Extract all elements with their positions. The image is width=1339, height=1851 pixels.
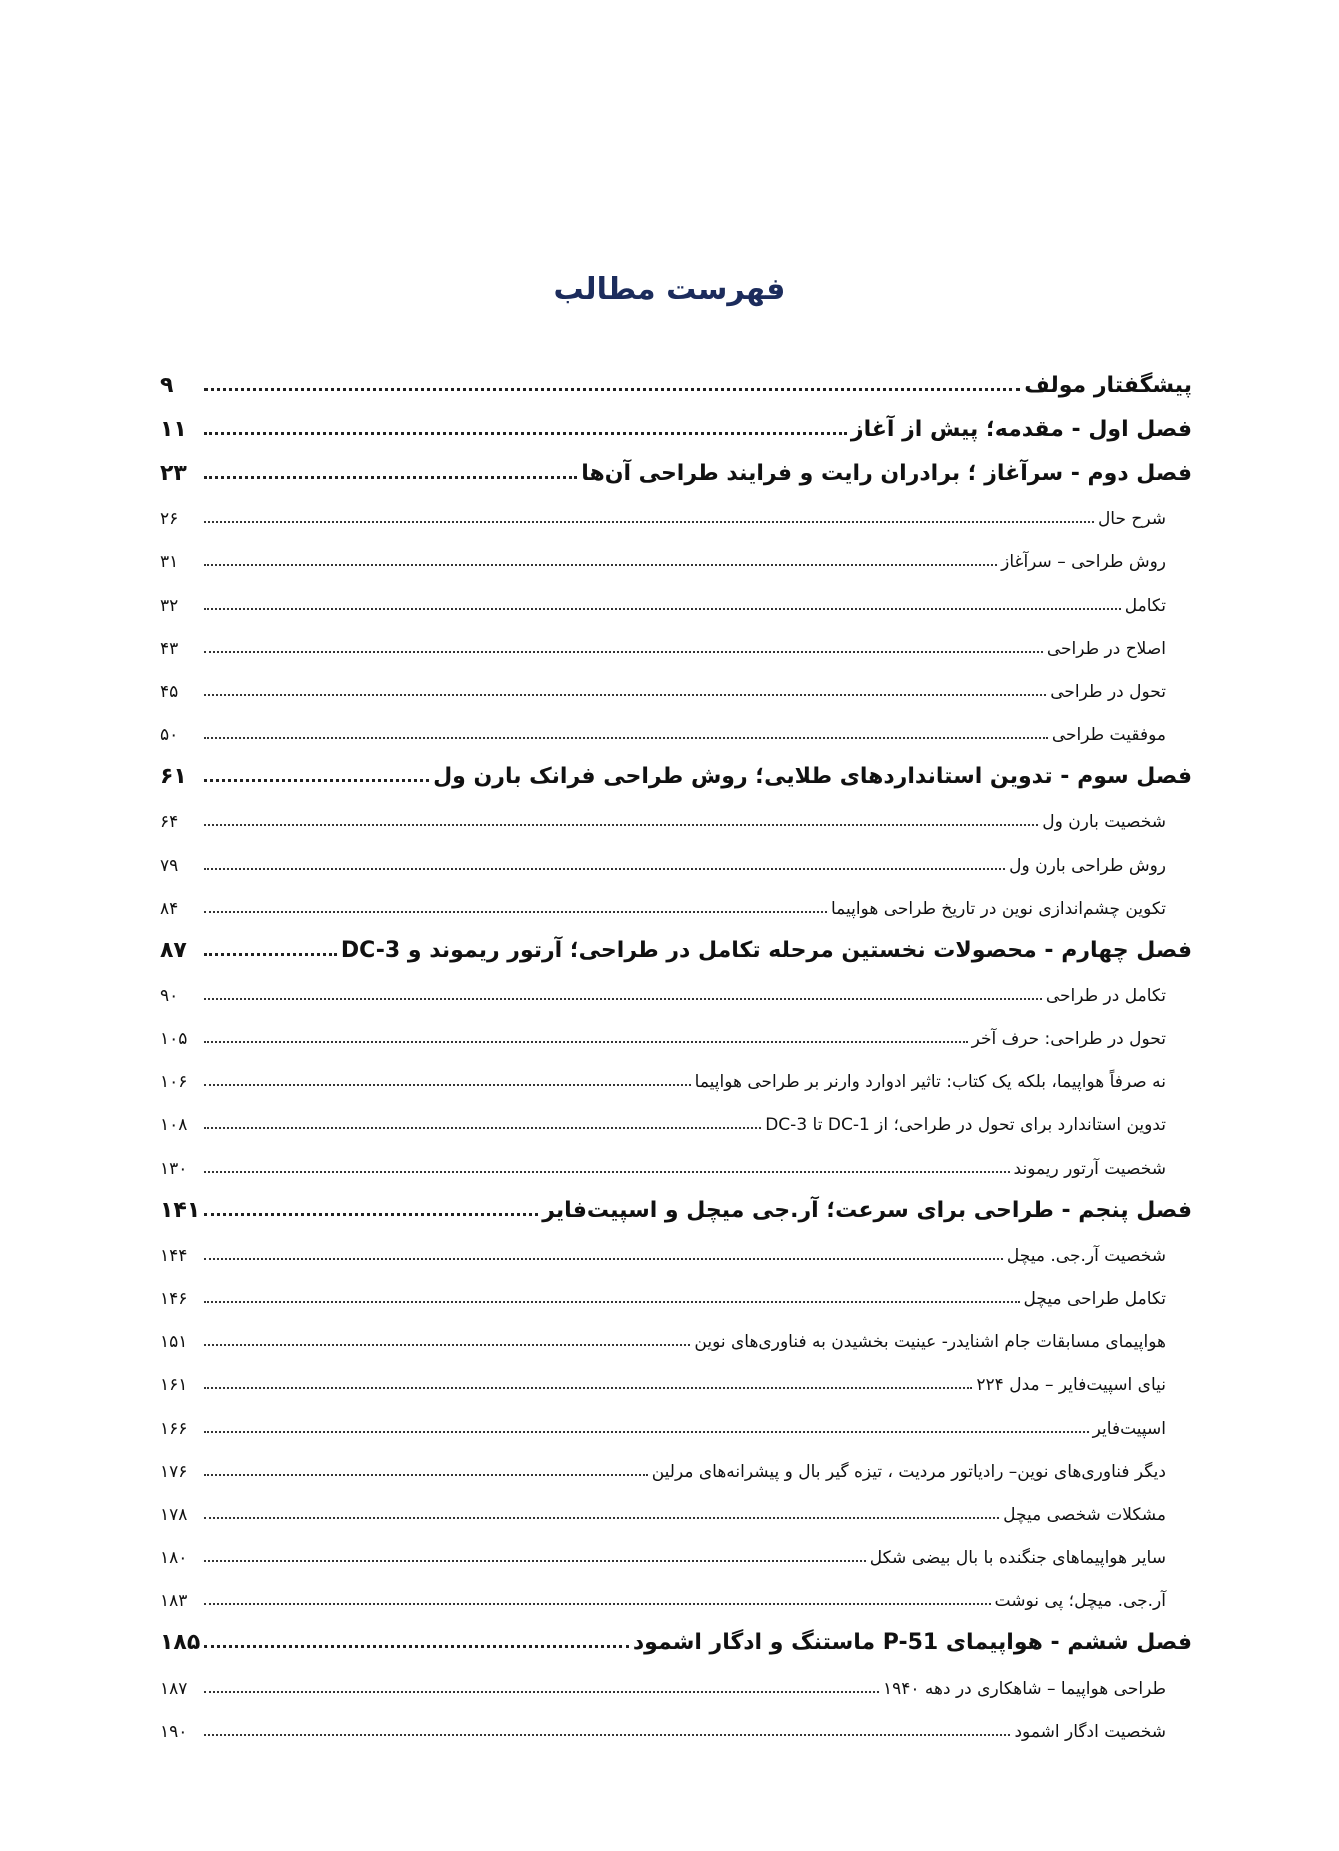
toc-section-row [160,1352,1192,1395]
toc-entry-title: فصل دوم - سرآغاز ؛ برادران رایت و فرایند طراحی آن‌ها [581,461,1192,486]
toc-entry-title: فصل چهارم - محصولات نخستین مرحله تکامل در طراحی؛ آرتور ریموند و DC-3 [340,937,1192,963]
toc-page-number: ۶۱ [160,764,187,790]
toc-entry-title: تکامل در طراحی [1045,985,1166,1006]
dot-leader [204,824,1038,826]
dot-leader [204,911,827,913]
toc-entry-title: فصل ششم - هواپیمای P-51 ماستنگ و ادگار اشمود [632,1630,1192,1656]
toc-entry-title: تدوین استاندارد برای تحول در طراحی؛ از DC-1 تا DC-3 [765,1115,1166,1136]
toc-page-number: ۸۴ [160,898,179,919]
toc-page-number: ۲۳ [160,461,187,486]
toc-page-number: ۲۶ [160,509,179,530]
toc-page-number: ۱۸۷ [160,1678,188,1699]
dot-leader [204,521,1094,523]
toc-entry-title: سایر هواپیماهای جنگنده با بال بیضی شکل [869,1548,1166,1569]
toc-section-row [160,1223,1192,1266]
dot-leader [204,1474,648,1476]
toc-entry-title: نیای اسپیت‌فایر – مدل ۲۲۴ [976,1375,1166,1396]
toc-entry-title: تحول در طراحی: حرف آخر [971,1029,1166,1050]
toc-page-number: ۱۷۶ [160,1461,188,1482]
toc-page-number: ۶۴ [160,812,179,833]
toc-page-number: ۱۳۰ [160,1158,188,1179]
dot-leader [204,1560,866,1562]
dot-leader [204,1084,691,1086]
toc-section-row [160,529,1192,572]
dot-leader [204,1127,761,1129]
toc-section-row [160,572,1192,615]
toc-section-row [160,1482,1192,1525]
dot-leader [204,388,1020,391]
dot-leader [204,868,1005,870]
dot-leader [204,608,1121,610]
toc-page-number: ۱۵۱ [160,1332,188,1353]
toc-page-number: ۸۷ [160,937,187,963]
toc-entry-title: شخصیت آر.جی. میچل [1006,1245,1166,1266]
toc-page-number: ۱۰۶ [160,1072,188,1093]
toc-entry-title: شخصیت بارن ول [1042,812,1166,833]
toc-page-number: ۱۱ [160,417,187,442]
dot-leader [204,1171,1010,1173]
toc-page-number: ۳۲ [160,595,179,616]
dot-leader [204,779,429,782]
toc-section-row [160,1439,1192,1482]
toc-page-number: ۴۵ [160,681,179,702]
toc-section-row [160,876,1192,919]
toc-section-row [160,1266,1192,1309]
toc-section-row [160,1699,1192,1742]
toc-page-number: ۱۸۳ [160,1591,188,1612]
dot-leader [204,737,1048,739]
toc-page-number: ۱۴۱ [160,1197,201,1223]
toc-section-row [160,1006,1192,1049]
toc-entry-title: تکامل [1124,595,1166,616]
toc-entry-title: پیشگفتار مولف [1024,373,1192,398]
toc-section-row [160,789,1192,832]
toc-page-number: ۱۴۴ [160,1245,188,1266]
toc-section-row [160,1655,1192,1698]
toc-chapter-row [160,1179,1192,1223]
toc-chapter-row [160,442,1192,486]
dot-leader [204,564,997,566]
toc-chapter-row [160,398,1192,442]
toc-section-row [160,832,1192,875]
toc-page-number: ۱۴۶ [160,1289,188,1309]
dot-leader [204,694,1046,696]
toc-section-row [160,1309,1192,1352]
dot-leader [204,1517,999,1519]
toc-chapter-row [160,354,1192,398]
dot-leader [204,651,1043,653]
toc-entry-title: تکامل طراحی میچل [1023,1289,1166,1309]
toc-page-number: ۱۸۵ [160,1630,201,1656]
dot-leader [204,1213,538,1216]
dot-leader [204,1603,991,1605]
dot-leader [204,1301,1020,1303]
toc-entry-title: روش طراحی – سرآغاز [1001,552,1166,573]
toc-entry-title: طراحی هواپیما – شاهکاری در دهه ۱۹۴۰ [882,1678,1166,1699]
toc-page-number: ۷۹ [160,855,179,876]
toc-entry-title: اصلاح در طراحی [1046,638,1166,659]
toc-page-number: ۱۰۵ [160,1029,188,1050]
toc-section-row [160,1525,1192,1568]
toc-entry-title: روش طراحی بارن ول [1009,855,1166,876]
dot-leader [204,476,577,479]
toc-section-row [160,1568,1192,1611]
toc-entry-title: فصل اول - مقدمه؛ پیش از آغاز [850,417,1192,442]
dot-leader [204,953,337,956]
toc-chapter-row [160,919,1192,963]
toc-section-row [160,1135,1192,1178]
toc-entry-title: تحول در طراحی [1050,681,1166,702]
toc-page-number: ۹۰ [160,985,179,1006]
toc-section-row [160,1395,1192,1438]
toc-page-number: ۱۸۰ [160,1548,188,1569]
toc-entry-title: شخصیت ادگار اشمود [1014,1721,1166,1742]
toc-page-number: ۱۶۱ [160,1375,188,1396]
dot-leader [204,1041,968,1043]
toc-chapter-row [160,745,1192,789]
toc-section-row [160,963,1192,1006]
toc-page-number: ۱۷۸ [160,1504,188,1525]
dot-leader [204,1431,1089,1433]
toc-chapter-row [160,1611,1192,1655]
dot-leader [204,1691,879,1693]
toc-entry-title: شرح حال [1097,509,1166,530]
toc-section-row [160,486,1192,529]
toc-entry-title: آر.جی. میچل؛ پی نوشت [994,1591,1166,1612]
toc-section-row [160,659,1192,702]
toc-entry-title: دیگر فناوری‌های نوین– رادیاتور مردیت ، تیزه گیر بال و پیشرانه‌های مرلین [651,1461,1166,1482]
toc-section-row [160,702,1192,745]
dot-leader [204,1645,629,1648]
toc-entry-title: هواپیمای مسابقات جام اشنایدر- عینیت بخشیدن به فناوری‌های نوین [694,1332,1166,1353]
toc-entry-title: موفقیت طراحی [1051,725,1166,746]
toc-entry-title: فصل پنجم - طراحی برای سرعت؛ آر.جی میچل و اسپیت‌فایر [542,1197,1192,1223]
toc-page-number: ۹ [160,373,174,398]
toc-page-number: ۳۱ [160,552,179,573]
dot-leader [204,432,847,435]
toc-entry-title: تکوین چشم‌اندازی نوین در تاریخ طراحی هواپیما [830,898,1166,919]
dot-leader [204,1258,1003,1260]
toc-page-number: ۵۰ [160,725,179,746]
toc-page-number: ۱۹۰ [160,1721,188,1742]
dot-leader [204,1734,1010,1736]
toc-section-row [160,616,1192,659]
toc-entry-title: فصل سوم - تدوین استانداردهای طلایی؛ روش طراحی فرانک بارن ول [433,764,1192,790]
table-of-contents [160,354,1192,1742]
toc-entry-title: مشکلات شخصی میچل [1003,1504,1166,1525]
page-title: فهرست مطالب [553,272,786,307]
toc-entry-title: نه صرفاً هواپیما، بلکه یک کتاب: تاثیر ادوارد وارنر بر طراحی هواپیما [694,1072,1166,1093]
toc-section-row [160,1049,1192,1092]
dot-leader [204,998,1042,1000]
dot-leader [204,1387,972,1389]
toc-entry-title: اسپیت‌فایر [1092,1418,1166,1439]
toc-page-number: ۴۳ [160,638,179,659]
toc-page-number: ۱۰۸ [160,1115,188,1136]
toc-page-number: ۱۶۶ [160,1418,188,1439]
toc-entry-title: شخصیت آرتور ریموند [1013,1158,1166,1179]
dot-leader [204,1344,690,1346]
toc-section-row [160,1092,1192,1135]
